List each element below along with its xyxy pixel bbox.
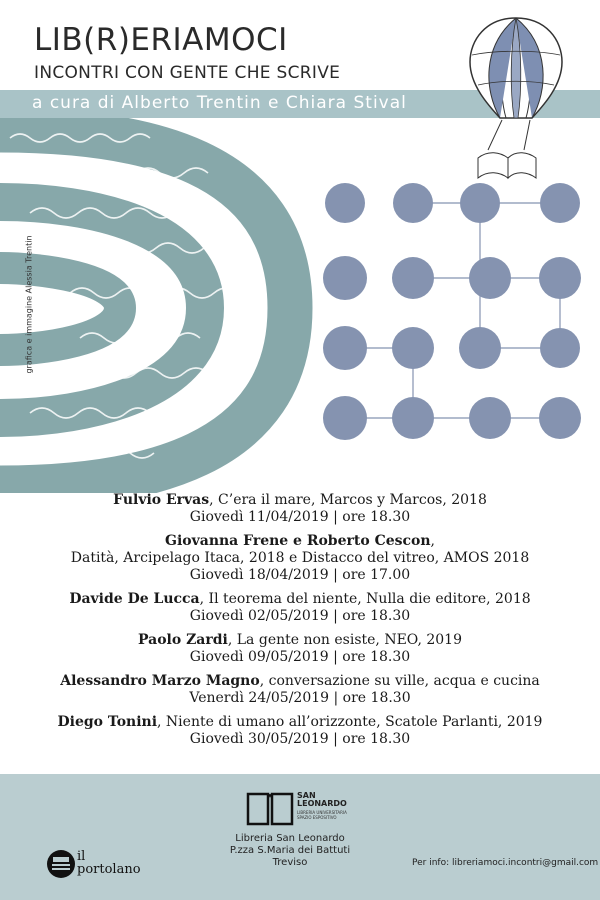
event-details-line-2: Datità, Arcipelago Itaca, 2018 e Distacco del vitreo, AMOS 2018 bbox=[70, 550, 530, 566]
event-details: , Niente di umano all’orizzonte, Scatole Parlanti, 2019 bbox=[157, 714, 543, 730]
venue-city: Treviso bbox=[272, 857, 308, 868]
event-author: Davide De Lucca bbox=[69, 591, 200, 607]
event-date: Giovedì 11/04/2019 | ore 18.30 bbox=[189, 509, 411, 525]
event-6 bbox=[0, 714, 600, 748]
event-date: Giovedì 18/04/2019 | ore 17.00 bbox=[189, 567, 411, 583]
event-author: Fulvio Ervas bbox=[113, 492, 210, 508]
event-author: Alessandro Marzo Magno bbox=[60, 673, 260, 689]
event-details: , C’era il mare, Marcos y Marcos, 2018 bbox=[209, 492, 487, 508]
event-details: , Il teorema del niente, Nulla die editore, 2018 bbox=[199, 591, 531, 607]
poster-subtitle: INCONTRI CON GENTE CHE SCRIVE bbox=[34, 63, 341, 83]
event-details: , La gente non esiste, NEO, 2019 bbox=[227, 632, 462, 648]
il-portolano-logo: il portolano bbox=[77, 849, 141, 877]
typewriter-icon bbox=[46, 849, 76, 879]
event-2 bbox=[0, 533, 600, 584]
event-3 bbox=[0, 591, 600, 625]
event-1 bbox=[0, 492, 600, 526]
san-leonardo-logo-text: SAN LEONARDO bbox=[297, 791, 347, 808]
event-date: Giovedì 02/05/2019 | ore 18.30 bbox=[189, 608, 411, 624]
footer bbox=[0, 774, 600, 900]
poster-title: LIB(R)ERIAMOCI bbox=[34, 22, 288, 58]
events-list bbox=[0, 492, 600, 755]
event-details: , bbox=[430, 533, 435, 549]
san-leonardo-logo-subtitle: LIBRERIA UNIVERSITARIA SPAZIO ESPOSITIVO bbox=[297, 810, 347, 820]
venue-street: P.zza S.Maria dei Battuti bbox=[229, 845, 351, 856]
concentric-rings bbox=[0, 130, 290, 488]
event-5 bbox=[0, 673, 600, 707]
event-author: Giovanna Frene e Roberto Cescon bbox=[165, 533, 431, 549]
event-date: Venerdì 24/05/2019 | ore 18.30 bbox=[189, 690, 411, 706]
event-date: Giovedì 30/05/2019 | ore 18.30 bbox=[189, 731, 411, 747]
dot-grid-lines bbox=[345, 203, 560, 418]
artwork-credit: grafica e immagine Alessia Trentin bbox=[24, 235, 34, 374]
contact-info: Per info: libreriamoci.incontri@gmail.com bbox=[412, 858, 599, 868]
event-date: Giovedì 09/05/2019 | ore 18.30 bbox=[189, 649, 411, 665]
book-icon bbox=[245, 788, 295, 828]
event-author: Diego Tonini bbox=[57, 714, 158, 730]
event-author: Paolo Zardi bbox=[137, 632, 228, 648]
dot-grid bbox=[323, 183, 581, 440]
curators-line: a cura di Alberto Trentin e Chiara Stival bbox=[32, 93, 407, 113]
event-4 bbox=[0, 632, 600, 666]
event-details: , conversazione su ville, acqua e cucina bbox=[259, 673, 540, 689]
venue-name: Libreria San Leonardo bbox=[235, 833, 345, 844]
cover-artwork bbox=[0, 118, 600, 493]
